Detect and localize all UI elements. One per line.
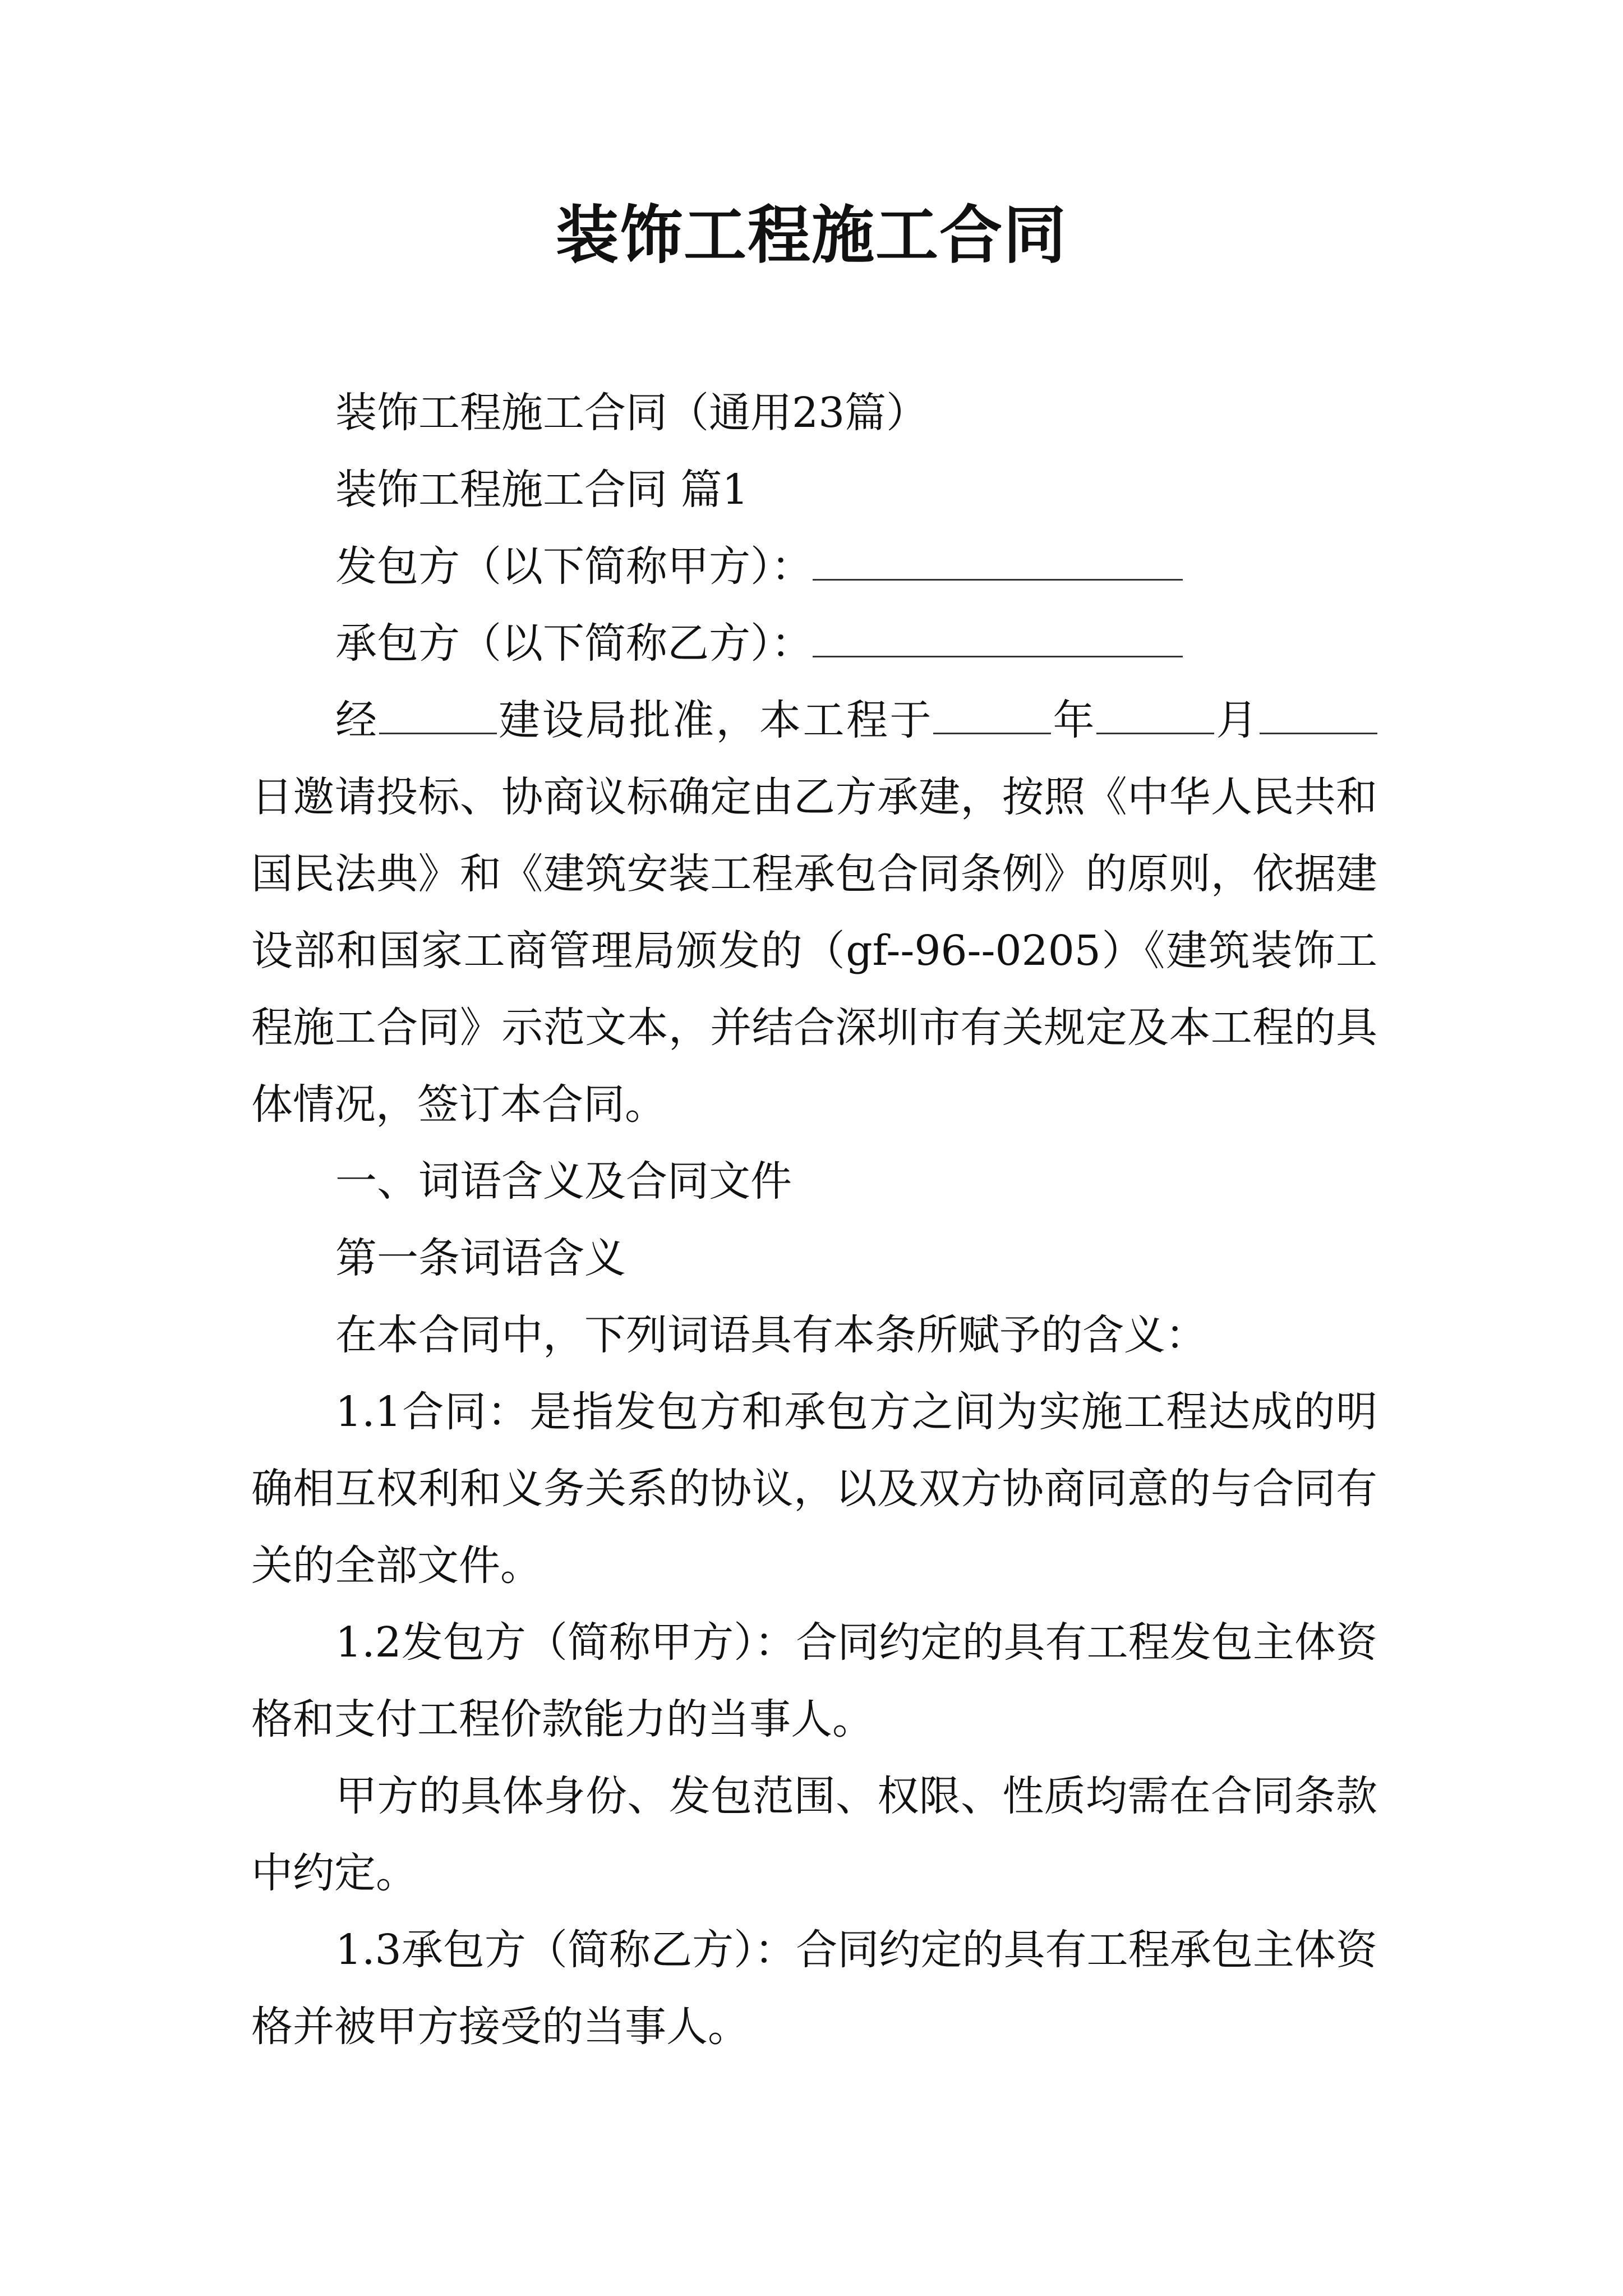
party-b-label: 承包方（以下简称乙方）： [335, 619, 813, 668]
article-intro: 在本合同中，下列词语具有本条所赋予的含义： [335, 1311, 1207, 1359]
party-b-blank[interactable] [813, 616, 1183, 657]
party-a-label: 发包方（以下简称甲方）： [335, 542, 813, 591]
section-heading: 一、词语含义及合同文件 [335, 1157, 792, 1205]
intro-text-a: 经 [335, 696, 379, 744]
document-title: 装饰工程施工合同 [556, 199, 1067, 272]
definition-1-2: 1.2发包方（简称甲方）：合同约定的具有工程发包主体资格和支付工程价款能力的当事人。 [251, 1618, 1377, 1743]
intro-text-e: 日邀请投标、协商议标确定由乙方承建，按照《中华人民共和国民法典》和《建筑安装工程承包合同条例》的原则，依据建设部和国家工商管理局颁发的（gf--96--0205）《建筑装饰工程施工合同》示范文本，并结合深圳市有关规定及本工程的具体情况，签订本合同。 [251, 773, 1377, 1129]
day-blank[interactable] [1260, 693, 1377, 734]
intro-text-d: 月 [1214, 696, 1260, 744]
year-blank[interactable] [933, 693, 1051, 734]
definition-1-3: 1.3承包方（简称乙方）：合同约定的具有工程承包主体资格并被甲方接受的当事人。 [251, 1926, 1377, 2051]
part-heading: 装饰工程施工合同 篇1 [335, 466, 749, 514]
definition-1-2-note: 甲方的具体身份、发包范围、权限、性质均需在合同条款中约定。 [251, 1772, 1377, 1897]
party-b-line [251, 605, 1377, 682]
intro-text-b: 建设局批准，本工程于 [496, 696, 933, 744]
intro-paragraph [251, 682, 1377, 1143]
party-a-line [251, 528, 1377, 605]
document-body [251, 375, 1377, 2065]
intro-text-c: 年 [1051, 696, 1096, 744]
month-blank[interactable] [1096, 693, 1214, 734]
definition-1-1: 1.1合同：是指发包方和承包方之间为实施工程达成的明确相互权利和义务关系的协议，以及双方协商同意的与合同有关的全部文件。 [251, 1388, 1377, 1590]
party-a-blank[interactable] [813, 540, 1183, 581]
article-heading: 第一条词语含义 [335, 1234, 626, 1282]
bureau-blank[interactable] [379, 693, 497, 734]
subtitle-paragraph: 装饰工程施工合同（通用23篇） [335, 389, 928, 437]
